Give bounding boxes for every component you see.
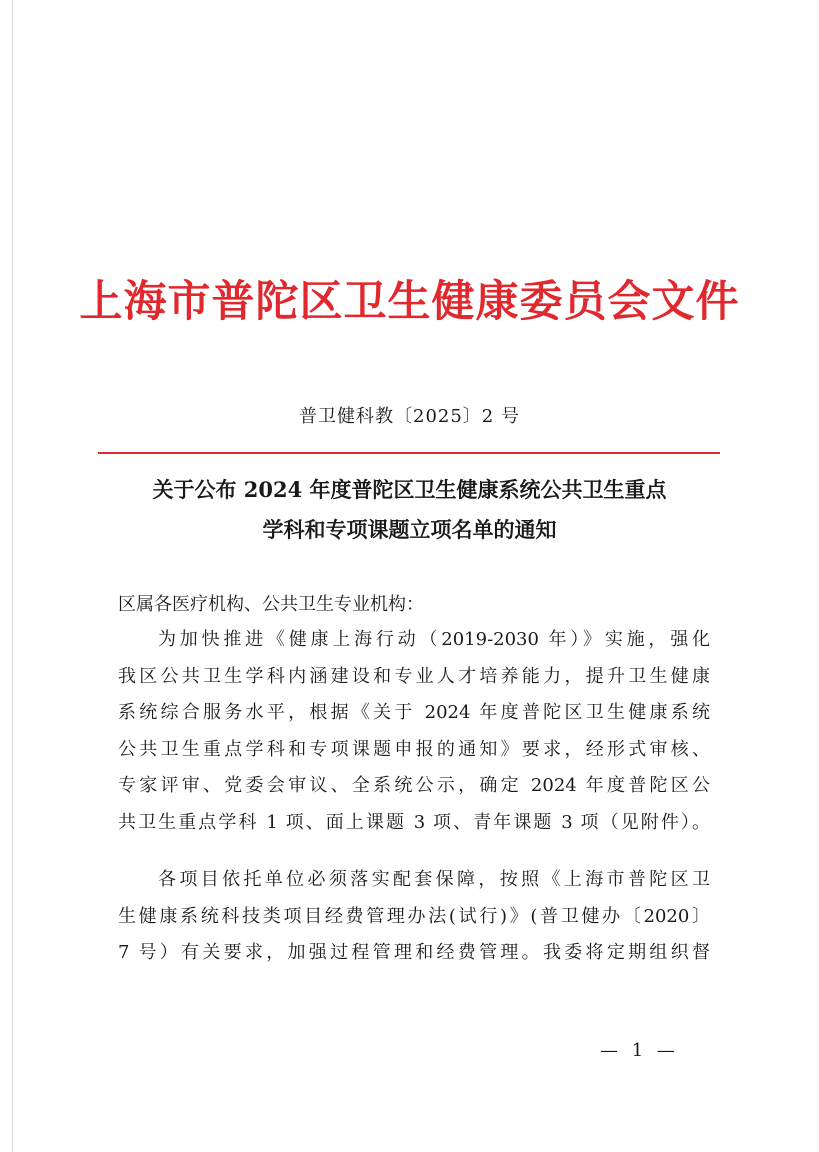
letterhead-title: 上海市普陀区卫生健康委员会文件 <box>79 277 740 327</box>
red-divider-line <box>98 452 720 454</box>
scan-edge <box>12 0 13 1152</box>
paragraph-line: 生健康系统科技类项目经费管理办法(试行)》(普卫健办〔2020〕 <box>118 905 710 927</box>
paragraph-line: 为加快推进《健康上海行动（2019-2030 年）》实施，强化 <box>158 629 710 650</box>
paragraph-line: 系统综合服务水平，根据《关于 2024 年度普陀区卫生健康系统 <box>118 702 710 723</box>
body-paragraph-1 <box>118 622 710 841</box>
page-number: — 1 — <box>600 1040 679 1061</box>
salutation: 区属各医疗机构、公共卫生专业机构： <box>118 594 424 615</box>
paragraph-line: 各项目依托单位必须落实配套保障，按照《上海市普陀区卫 <box>158 869 710 890</box>
document-number: 普卫健科教〔2025〕2 号 <box>299 406 520 427</box>
paragraph-line: 专家评审、党委会审议、全系统公示，确定 2024 年度普陀区公 <box>118 775 710 796</box>
notice-title <box>60 470 759 550</box>
paragraph-line: 共卫生重点学科 1 项、面上课题 3 项、青年课题 3 项（见附件）。 <box>118 811 710 833</box>
paragraph-line: 公共卫生重点学科和专项课题申报的通知》要求，经形式审核、 <box>118 738 710 760</box>
body-paragraph-2 <box>118 862 710 972</box>
paragraph-line: 7 号）有关要求，加强过程管理和经费管理。我委将定期组织督 <box>118 942 710 963</box>
paragraph-line: 我区公共卫生学科内涵建设和专业人才培养能力，提升卫生健康 <box>118 665 710 687</box>
notice-title-line-1: 关于公布 2024 年度普陀区卫生健康系统公共卫生重点 <box>152 477 667 502</box>
notice-title-line-2: 学科和专项课题立项名单的通知 <box>262 517 557 542</box>
